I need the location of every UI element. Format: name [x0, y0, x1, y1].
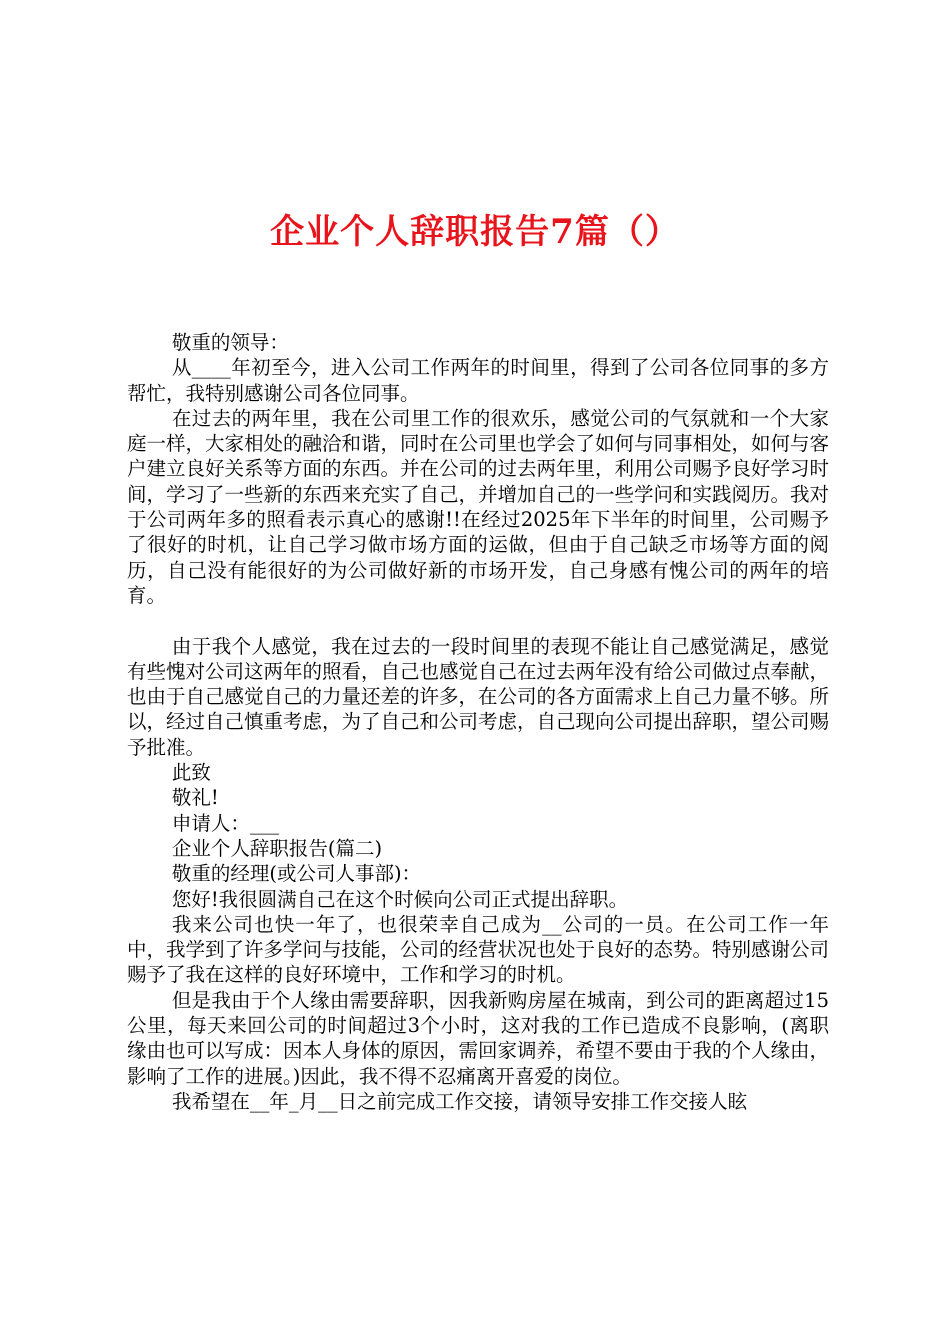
document-title: 企业个人辞职报告7篇（）: [270, 212, 680, 252]
paragraph: 从____年初至今，进入公司工作两年的时间里，得到了公司各位同事的多方帮忙，我特别感谢公司各位同事。: [127, 356, 829, 405]
signature-line: 申请人：___: [171, 811, 280, 835]
paragraph-spacer: [127, 608, 829, 633]
section-heading: 企业个人辞职报告(篇二): [171, 836, 383, 860]
document-body: [127, 330, 829, 1114]
paragraph: 您好!我很圆满自己在这个时候向公司正式提出辞职。: [171, 887, 629, 911]
paragraph: 我来公司也快一年了，也很荣幸自己成为__公司的一员。在公司工作一年中，我学到了许多学问与技能，公司的经营状况也处于良好的态势。特别感谢公司赐予了我在这样的良好环境中，工作和学习的时机。: [127, 912, 830, 987]
salutation: 敬重的经理(或公司人事部)：: [171, 862, 422, 886]
paragraph: 但是我由于个人缘由需要辞职，因我新购房屋在城南，到公司的距离超过15公里，每天来回公司的时间超过3个小时，这对我的工作已造成不良影响，(离职缘由也可以写成：因本人身体的原因，需回家调养，希望不要由于我的个人缘由，影响了工作的进展。)因此，我不得不忍痛离开喜爱的岗位。: [127, 988, 830, 1088]
paragraph: 由于我个人感觉，我在过去的一段时间里的表现不能让自己感觉满足，感觉有些愧对公司这两年的照看，自己也感觉自己在过去两年没有给公司做过点奉献，也由于自己感觉自己的力量还差的许多，在公司的各方面需求上自己力量不够。所以，经过自己慎重考虑，为了自己和公司考虑，自己现向公司提出辞职，望公司赐予批准。: [127, 634, 830, 759]
salutation: 敬重的领导：: [171, 331, 289, 354]
closing-line: 敬礼!: [171, 786, 219, 810]
paragraph: 我希望在__年_月__日之前完成工作交接，请领导安排工作交接人眩: [171, 1089, 748, 1113]
paragraph: 在过去的两年里，我在公司里工作的很欢乐，感觉公司的气氛就和一个大家庭一样，大家相处的融洽和谐，同时在公司里也学会了如何与同事相处，如何与客户建立良好关系等方面的东西。并在公司的过去两年里，利用公司赐予良好学习时间，学习了一些新的东西来充实了自己，并增加自己的一些学问和实践阅历。我对于公司两年多的照看表示真心的感谢!!在经过2025年下半年的时间里，公司赐予了很好的时机，让自己学习做市场方面的运做，但由于自己缺乏市场等方面的阅历，自己没有能很好的为公司做好新的市场开发，自己身感有愧公司的两年的培育。: [127, 406, 830, 607]
closing-line: 此致: [171, 761, 211, 785]
